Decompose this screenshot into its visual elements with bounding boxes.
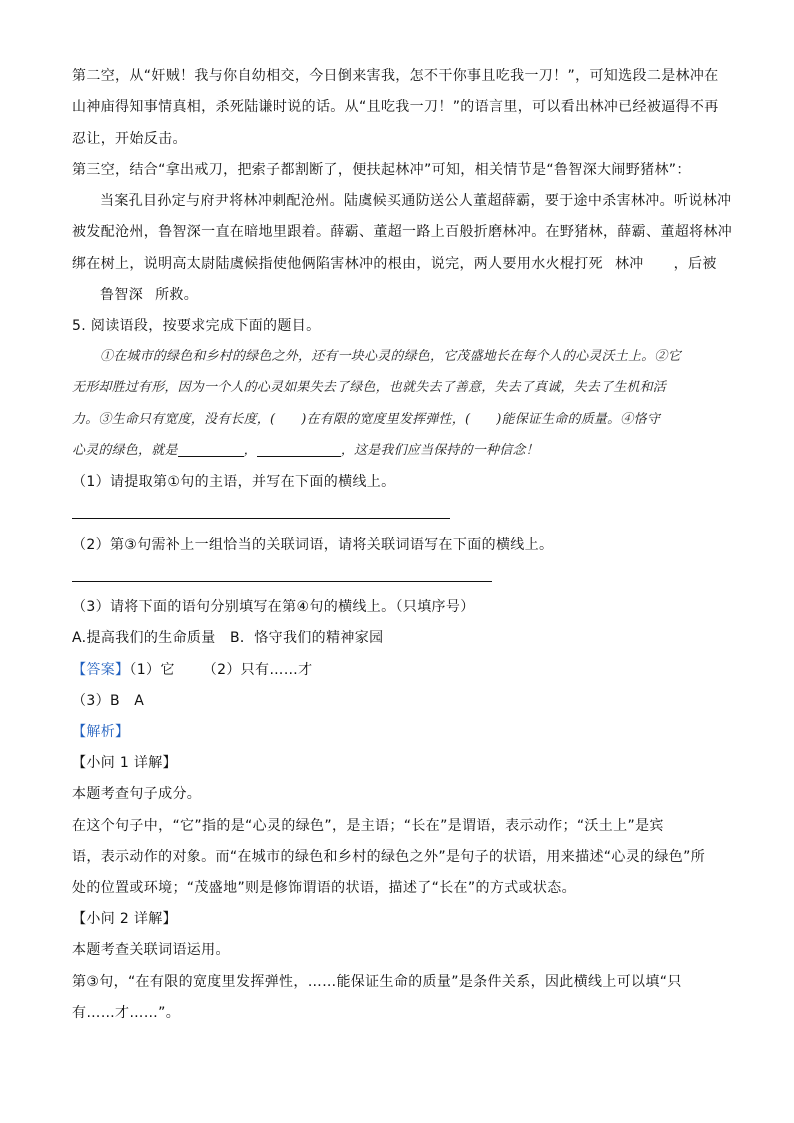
sub-question-1: （1）请提取第①句的主语，并写在下面的横线上。 <box>72 474 396 490</box>
passage-line-2: 无形却胜过有形，因为一个人的心灵如果失去了绿色，也就失去了善意，失去了真诚，失去了生机和活 <box>72 380 667 395</box>
answer-1: （1）它 <box>129 662 175 678</box>
analysis-label: 【解析】 <box>72 724 130 740</box>
passage-line-1: ①在城市的绿色和乡村的绿色之外，还有一块心灵的绿色，它茂盛地长在每个人的心灵沃土上。②它 <box>100 349 681 364</box>
answer-2: （2）只有……才 <box>202 662 313 678</box>
blank-line-a[interactable] <box>178 456 244 457</box>
question-5-heading: 5. 阅读语段，按要求完成下面的题目。 <box>72 318 321 334</box>
section-1-line-4: 处的位置或环境；“茂盛地”则是修饰谓语的状语，描述了“长在”的方式或状态。 <box>72 880 576 896</box>
answer-line <box>72 660 312 680</box>
passage-line-4 <box>72 441 539 461</box>
section-1-heading: 【小问 1 详解】 <box>72 755 177 771</box>
intro-line-8 <box>100 285 198 305</box>
sub-question-3: （3）请将下面的语句分别填写在第④句的横线上。（只填序号） <box>72 599 475 615</box>
passage-line-3 <box>72 410 660 430</box>
intro-line-2: 山神庙得知事情真相，杀死陆谦时说的话。从“且吃我一刀！”的语言里，可以看出林冲已经被逼得不再 <box>72 99 719 115</box>
answer-line-2[interactable] <box>72 581 492 582</box>
passage-line-4-comma: ， <box>243 443 257 458</box>
passage-line-4-part-a: 心灵的绿色，就是 <box>72 443 178 458</box>
intro-line-8-end: 所救。 <box>155 287 199 303</box>
intro-line-1: 第二空，从“奸贼！我与你自幼相交，今日倒来害我，怎不干你事且吃我一刀！”，可知选段二是林冲在 <box>72 68 719 84</box>
intro-line-7-text: 绑在树上，说明高太尉陆虞候指使他俩陷害林冲的根由，说完，两人要用水火棍打死 <box>72 256 603 272</box>
sub-question-2: （2）第③句需补上一组恰当的关联词语，请将关联词语写在下面的横线上。 <box>72 537 554 553</box>
section-2-line-3: 有……才……”。 <box>72 1005 181 1021</box>
intro-line-7-end: ，后被 <box>673 256 717 272</box>
section-2-line-2: 第③句，“在有限的宽度里发挥弹性，……能保证生命的质量”是条件关系，因此横线上可以填“只 <box>72 974 682 990</box>
section-2-heading: 【小问 2 详解】 <box>72 911 177 927</box>
passage-line-3-part-c: )能保证生命的质量。④恪守 <box>496 412 660 427</box>
options-line: A.提高我们的生命质量 B．恪守我们的精神家园 <box>72 630 384 646</box>
blank-line-b[interactable] <box>257 456 341 457</box>
answer-line-1[interactable] <box>72 518 450 519</box>
section-1-line-2: 在这个句子中，“它”指的是“心灵的绿色”，是主语；“长在”是谓语，表示动作；“沃土上”是宾 <box>72 818 664 834</box>
answer-label: 【答案】 <box>72 662 130 678</box>
section-1-line-3: 语，表示动作的对象。而“在城市的绿色和乡村的绿色之外”是句子的状语，用来描述“心灵的绿色”所 <box>72 849 706 865</box>
passage-line-3-part-a: 力。③生命只有宽度，没有长度，( <box>72 412 276 427</box>
intro-line-7 <box>72 254 717 274</box>
intro-line-5: 当案孔目孙定与府尹将林冲刺配沧州。陆虞候买通防送公人董超薛霸，要于途中杀害林冲。听说林冲 <box>100 193 732 209</box>
fill-answer-lin-chong: 林冲 <box>614 256 644 272</box>
section-2-line-1: 本题考查关联词语运用。 <box>72 942 230 958</box>
passage-line-3-part-b: )在有限的宽度里发挥弹性，( <box>301 412 471 427</box>
passage-line-4-part-c: ，这是我们应当保持的一种信念！ <box>340 443 539 458</box>
intro-line-4: 第三空，结合“拿出戒刀，把索子都割断了，便扶起林冲”可知，相关情节是“鲁智深大闹野猪林”： <box>72 162 691 178</box>
section-1-line-1: 本题考查句子成分。 <box>72 786 202 802</box>
answer-3: （3）B A <box>72 693 145 709</box>
intro-line-3: 忍让，开始反击。 <box>72 131 187 147</box>
intro-line-6: 被发配沧州，鲁智深一直在暗地里跟着。薛霸、董超一路上百般折磨林冲。在野猪林，薛霸、董超将林冲 <box>72 224 733 240</box>
fill-answer-lu-zhishen: 鲁智深 <box>100 287 144 303</box>
